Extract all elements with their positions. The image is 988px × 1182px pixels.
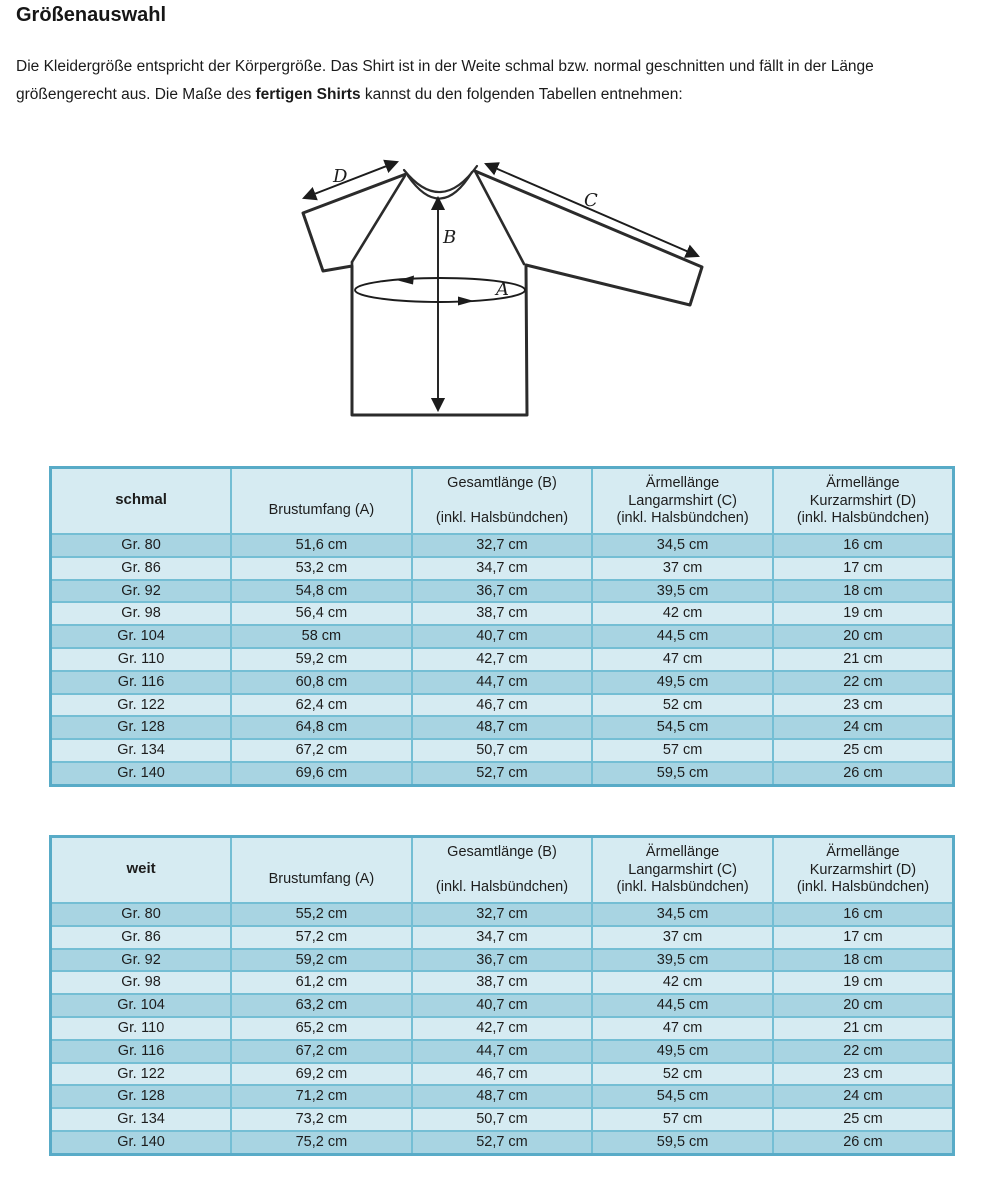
header-total-length [412,837,593,904]
header-chest-label: Brustumfang (A) [268,871,375,887]
size-cell: 40,7 cm [412,994,593,1017]
header-short-sleeve-line1: Ärmellänge [826,844,900,860]
size-cell: 52,7 cm [412,762,593,785]
size-cell: 55,2 cm [231,903,412,926]
size-cell: Gr. 80 [51,534,232,557]
table-row [51,1017,954,1040]
table-row [51,949,954,972]
table-row [51,971,954,994]
size-cell: 32,7 cm [412,534,593,557]
header-short-sleeve-line3: (inkl. Halsbündchen) [796,510,930,526]
size-cell: 50,7 cm [412,739,593,762]
size-cell: 20 cm [773,625,954,648]
size-cell: 60,8 cm [231,671,412,694]
measurement-arrow-d [304,162,397,198]
size-cell: 52,7 cm [412,1131,593,1154]
header-short-sleeve-line2: Kurzarmshirt (D) [809,861,917,878]
size-table-weit-body [51,903,954,1154]
size-table-schmal [49,466,955,787]
size-cell: 16 cm [773,903,954,926]
size-cell: Gr. 128 [51,1085,232,1108]
size-cell: 24 cm [773,716,954,739]
size-cell: 19 cm [773,602,954,625]
size-cell: 17 cm [773,926,954,949]
size-cell: Gr. 110 [51,1017,232,1040]
table-row [51,994,954,1017]
size-cell: 34,7 cm [412,926,593,949]
size-cell: 47 cm [592,648,773,671]
size-cell: Gr. 122 [51,1063,232,1086]
table-row [51,739,954,762]
table-row [51,625,954,648]
header-size-name [51,468,232,535]
table-row [51,694,954,717]
header-long-sleeve-line2: Langarmshirt (C) [628,861,737,878]
header-long-sleeve-line3: (inkl. Halsbündchen) [616,879,749,895]
size-cell: 49,5 cm [592,1040,773,1063]
shirt-measurement-diagram [288,138,718,430]
header-short-sleeve [773,468,954,535]
table-row [51,1108,954,1131]
size-cell: 37 cm [592,926,773,949]
header-long-sleeve [592,468,773,535]
size-cell: 64,8 cm [231,716,412,739]
intro-text-bold: fertigen Shirts [255,86,361,103]
table-row [51,903,954,926]
size-cell: Gr. 128 [51,716,232,739]
header-long-sleeve-line2: Langarmshirt (C) [628,492,737,509]
header-total-length-line1: Gesamtlänge (B) [447,475,557,491]
table-row [51,602,954,625]
header-total-length-line2: (inkl. Halsbündchen) [435,879,569,895]
header-long-sleeve-line1: Ärmellänge [645,844,720,860]
size-cell: Gr. 116 [51,671,232,694]
size-cell: 16 cm [773,534,954,557]
size-cell: 54,5 cm [592,1085,773,1108]
size-cell: 58 cm [231,625,412,648]
size-cell: 44,5 cm [592,994,773,1017]
size-cell: Gr. 92 [51,580,232,603]
size-cell: 18 cm [773,949,954,972]
size-cell: Gr. 80 [51,903,232,926]
size-cell: 18 cm [773,580,954,603]
table-row [51,1063,954,1086]
size-cell: 44,7 cm [412,1040,593,1063]
size-cell: 17 cm [773,557,954,580]
chest-arrow-left [398,276,414,285]
table-row [51,1040,954,1063]
header-short-sleeve [773,837,954,904]
size-cell: 63,2 cm [231,994,412,1017]
size-variant-label: weit [126,860,156,877]
size-cell: 54,5 cm [592,716,773,739]
size-cell: Gr. 98 [51,971,232,994]
intro-paragraph [16,53,974,109]
size-cell: 37 cm [592,557,773,580]
size-cell: 46,7 cm [412,694,593,717]
header-chest-label: Brustumfang (A) [268,502,375,518]
size-cell: 25 cm [773,1108,954,1131]
table-row [51,580,954,603]
table-row [51,648,954,671]
size-cell: 38,7 cm [412,602,593,625]
size-cell: 67,2 cm [231,739,412,762]
size-cell: Gr. 110 [51,648,232,671]
table-header-row [51,837,954,904]
size-cell: Gr. 98 [51,602,232,625]
size-cell: 57,2 cm [231,926,412,949]
size-cell: 47 cm [592,1017,773,1040]
intro-text-1: Die Kleidergröße entspricht der Körpergröße. Das Shirt ist in der Weite schmal bzw. normal geschnitten und fällt in der Länge größengerecht aus. Die Maße des [16,58,874,103]
size-cell: 34,7 cm [412,557,593,580]
size-cell: 67,2 cm [231,1040,412,1063]
size-cell: 21 cm [773,1017,954,1040]
size-table-schmal-body [51,534,954,785]
size-cell: 65,2 cm [231,1017,412,1040]
size-cell: 51,6 cm [231,534,412,557]
size-cell: 46,7 cm [412,1063,593,1086]
table-row [51,716,954,739]
size-cell: 25 cm [773,739,954,762]
table-row [51,671,954,694]
header-total-length-line1: Gesamtlänge (B) [447,844,557,860]
header-short-sleeve-line1: Ärmellänge [826,475,900,491]
header-long-sleeve-line1: Ärmellänge [645,475,720,491]
size-cell: 62,4 cm [231,694,412,717]
size-cell: 52 cm [592,694,773,717]
size-cell: 20 cm [773,994,954,1017]
neckband-inner-arc [408,172,472,199]
size-cell: 21 cm [773,648,954,671]
size-cell: 59,5 cm [592,762,773,785]
size-cell: Gr. 92 [51,949,232,972]
size-cell: 44,7 cm [412,671,593,694]
header-short-sleeve-line3: (inkl. Halsbündchen) [796,879,930,895]
size-cell: 73,2 cm [231,1108,412,1131]
size-cell: 57 cm [592,739,773,762]
size-cell: 59,2 cm [231,949,412,972]
size-cell: 42,7 cm [412,648,593,671]
size-cell: Gr. 86 [51,557,232,580]
intro-text-2: kannst du den folgenden Tabellen entnehmen: [360,86,683,103]
size-cell: 34,5 cm [592,903,773,926]
size-cell: 34,5 cm [592,534,773,557]
size-cell: 38,7 cm [412,971,593,994]
size-cell: 59,5 cm [592,1131,773,1154]
size-cell: 50,7 cm [412,1108,593,1131]
size-cell: 69,2 cm [231,1063,412,1086]
header-chest [231,837,412,904]
measurement-label-a: A [496,279,509,300]
size-cell: 39,5 cm [592,580,773,603]
size-cell: 53,2 cm [231,557,412,580]
size-cell: 32,7 cm [412,903,593,926]
size-cell: 59,2 cm [231,648,412,671]
chest-arrow-right [458,297,474,306]
page-title: Größenauswahl [16,4,167,26]
size-cell: 61,2 cm [231,971,412,994]
table-row [51,762,954,785]
size-cell: 56,4 cm [231,602,412,625]
size-cell: 48,7 cm [412,716,593,739]
size-cell: 42,7 cm [412,1017,593,1040]
size-cell: 26 cm [773,762,954,785]
size-cell: 39,5 cm [592,949,773,972]
size-variant-label: schmal [115,491,167,508]
size-cell: 22 cm [773,1040,954,1063]
header-long-sleeve-line3: (inkl. Halsbündchen) [616,510,749,526]
size-cell: Gr. 116 [51,1040,232,1063]
header-total-length-line2: (inkl. Halsbündchen) [435,510,569,526]
size-cell: 69,6 cm [231,762,412,785]
size-cell: 23 cm [773,1063,954,1086]
size-cell: 54,8 cm [231,580,412,603]
size-cell: 36,7 cm [412,949,593,972]
table-row [51,926,954,949]
size-cell: Gr. 140 [51,762,232,785]
header-total-length [412,468,593,535]
size-cell: Gr. 134 [51,739,232,762]
size-table-weit [49,835,955,1156]
size-cell: 22 cm [773,671,954,694]
size-cell: Gr. 86 [51,926,232,949]
size-cell: 48,7 cm [412,1085,593,1108]
size-cell: 49,5 cm [592,671,773,694]
raglan-seam-left [352,174,406,262]
size-cell: 42 cm [592,602,773,625]
size-cell: 36,7 cm [412,580,593,603]
measurement-label-c: C [584,190,598,211]
size-cell: 23 cm [773,694,954,717]
header-size-name [51,837,232,904]
shirt-diagram-svg [288,138,718,430]
size-cell: Gr. 104 [51,994,232,1017]
table-row [51,1131,954,1154]
size-cell: Gr. 140 [51,1131,232,1154]
size-cell: 26 cm [773,1131,954,1154]
header-short-sleeve-line2: Kurzarmshirt (D) [809,492,917,509]
size-cell: 19 cm [773,971,954,994]
table-header-row [51,468,954,535]
measurement-label-b: B [443,227,457,248]
header-long-sleeve [592,837,773,904]
size-cell: 75,2 cm [231,1131,412,1154]
size-cell: Gr. 134 [51,1108,232,1131]
size-cell: 57 cm [592,1108,773,1131]
size-cell: 44,5 cm [592,625,773,648]
header-chest [231,468,412,535]
table-row [51,534,954,557]
size-cell: 71,2 cm [231,1085,412,1108]
measurement-label-d: D [333,166,348,187]
raglan-seam-right [475,171,524,264]
table-row [51,557,954,580]
size-cell: 52 cm [592,1063,773,1086]
size-cell: 40,7 cm [412,625,593,648]
size-cell: 42 cm [592,971,773,994]
table-row [51,1085,954,1108]
size-cell: Gr. 122 [51,694,232,717]
size-cell: Gr. 104 [51,625,232,648]
size-cell: 24 cm [773,1085,954,1108]
